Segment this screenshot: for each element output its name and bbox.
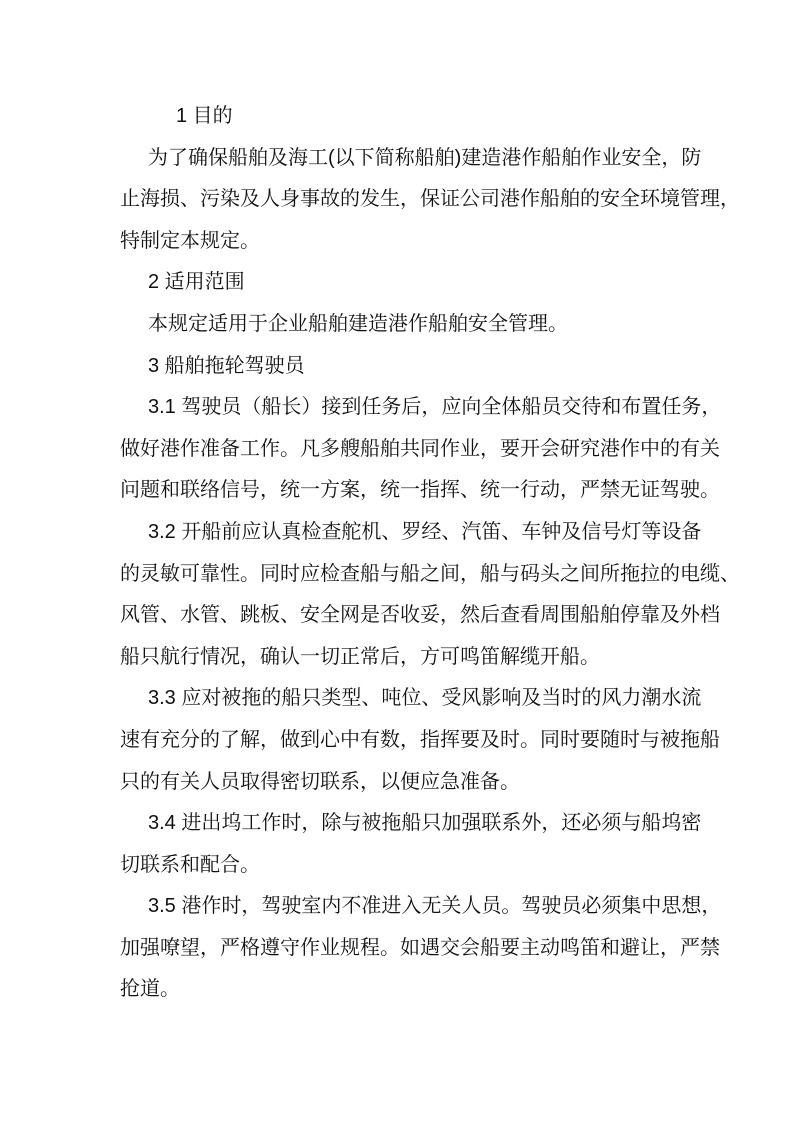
text-line: 风管、水管、跳板、安全网是否收妥，然后查看周围船舶停靠及外档	[120, 604, 720, 627]
paragraph	[120, 304, 678, 346]
paragraph	[120, 138, 740, 263]
section-heading	[120, 346, 678, 388]
text-line: 3 船舶拖轮驾驶员	[148, 354, 305, 377]
paragraph	[120, 803, 702, 886]
paragraph	[120, 886, 722, 1011]
text-line: 为了确保船舶及海工(以下简称船舶)建造港作船舶作业安全，防	[148, 146, 702, 169]
text-line: 切联系和配合。	[120, 853, 260, 876]
text-line: 3.2 开船前应认真检查舵机、罗经、汽笛、车钟及信号灯等设备	[148, 520, 702, 543]
section-heading	[120, 262, 678, 304]
text-line: 船只航行情况，确认一切正常后，方可鸣笛解缆开船。	[120, 645, 600, 668]
text-line: 加强嘹望，严格遵守作业规程。如遇交会船要主动鸣笛和避让，严禁	[120, 936, 720, 959]
text-line: 的灵敏可靠性。同时应检查船与船之间，船与码头之间所拖拉的电缆、	[120, 562, 740, 585]
section-heading	[120, 96, 678, 138]
text-line: 1 目的	[176, 105, 233, 127]
text-line: 3.4 进出坞工作时，除与被拖船只加强联系外，还必须与船坞密	[148, 812, 702, 835]
text-line: 本规定适用于企业船舶建造港作船舶安全管理。	[148, 312, 568, 335]
text-line: 抢道。	[120, 978, 180, 1001]
text-line: 3.3 应对被拖的船只类型、吨位、受风影响及当时的风力潮水流	[148, 687, 702, 710]
text-line: 3.1 驾驶员（船长）接到任务后，应向全体船员交待和布置任务，	[148, 396, 722, 419]
text-line: 速有充分的了解，做到心中有数，指挥要及时。同时要随时与被拖船	[120, 728, 720, 751]
text-line: 3.5 港作时，驾驶室内不准进入无关人员。驾驶员必须集中思想，	[148, 895, 722, 918]
text-line: 只的有关人员取得密切联系，以便应急准备。	[120, 770, 520, 793]
text-line: 做好港作准备工作。凡多艘船舶共同作业，要开会研究港作中的有关	[120, 437, 720, 460]
text-line: 问题和联络信号，统一方案，统一指挥、统一行动，严禁无证驾驶。	[120, 479, 720, 502]
text-line: 止海损、污染及人身事故的发生，保证公司港作船舶的安全环境管理，	[120, 188, 740, 211]
document-body	[120, 96, 740, 1011]
text-line: 特制定本规定。	[120, 229, 260, 252]
paragraph	[120, 387, 722, 512]
paragraph	[120, 512, 740, 678]
paragraph	[120, 678, 720, 803]
text-line: 2 适用范围	[148, 271, 245, 294]
